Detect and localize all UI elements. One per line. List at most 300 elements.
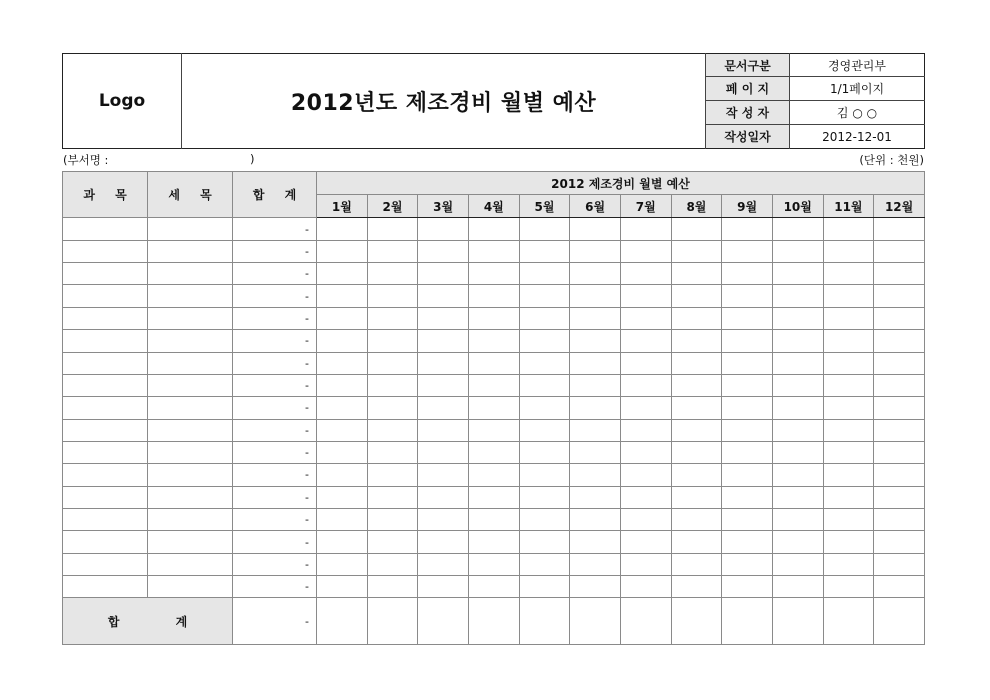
month-cell-1[interactable] bbox=[317, 441, 368, 463]
month-cell-8[interactable] bbox=[671, 263, 722, 285]
header-month-9: 9월 bbox=[722, 195, 773, 218]
month-cell-6[interactable] bbox=[570, 374, 621, 396]
month-cell-1[interactable] bbox=[317, 419, 368, 441]
month-cell-6[interactable] bbox=[570, 285, 621, 307]
month-cell-9[interactable] bbox=[722, 509, 773, 531]
month-cell-5[interactable] bbox=[519, 464, 570, 486]
month-cell-6[interactable] bbox=[570, 441, 621, 463]
month-cell-8[interactable] bbox=[671, 397, 722, 419]
footer-month-cell-11[interactable] bbox=[823, 598, 874, 645]
footer-month-cell-7[interactable] bbox=[620, 598, 671, 645]
month-cell-11[interactable] bbox=[823, 218, 874, 240]
month-cell-3[interactable] bbox=[418, 509, 469, 531]
month-cell-5[interactable] bbox=[519, 553, 570, 575]
subject-cell[interactable] bbox=[63, 240, 148, 262]
month-cell-3[interactable] bbox=[418, 307, 469, 329]
subject-cell[interactable] bbox=[63, 419, 148, 441]
month-cell-1[interactable] bbox=[317, 531, 368, 553]
month-cell-11[interactable] bbox=[823, 509, 874, 531]
month-cell-5[interactable] bbox=[519, 330, 570, 352]
month-cell-10[interactable] bbox=[772, 576, 823, 598]
month-cell-8[interactable] bbox=[671, 352, 722, 374]
month-cell-4[interactable] bbox=[468, 464, 519, 486]
month-cell-5[interactable] bbox=[519, 263, 570, 285]
month-cell-2[interactable] bbox=[367, 374, 418, 396]
month-cell-10[interactable] bbox=[772, 531, 823, 553]
month-cell-4[interactable] bbox=[468, 531, 519, 553]
month-cell-2[interactable] bbox=[367, 576, 418, 598]
month-cell-2[interactable] bbox=[367, 240, 418, 262]
header-group-title: 2012 제조경비 월별 예산 bbox=[317, 172, 925, 195]
subject-cell[interactable] bbox=[63, 531, 148, 553]
month-cell-10[interactable] bbox=[772, 352, 823, 374]
month-cell-8[interactable] bbox=[671, 531, 722, 553]
item-cell[interactable] bbox=[148, 464, 233, 486]
month-cell-12[interactable] bbox=[874, 419, 925, 441]
month-cell-9[interactable] bbox=[722, 419, 773, 441]
footer-total-label: 합 계 bbox=[63, 598, 233, 645]
month-cell-9[interactable] bbox=[722, 531, 773, 553]
month-cell-7[interactable] bbox=[620, 419, 671, 441]
subject-cell[interactable] bbox=[63, 509, 148, 531]
month-cell-2[interactable] bbox=[367, 531, 418, 553]
month-cell-9[interactable] bbox=[722, 330, 773, 352]
month-cell-10[interactable] bbox=[772, 263, 823, 285]
month-cell-2[interactable] bbox=[367, 486, 418, 508]
month-cell-11[interactable] bbox=[823, 240, 874, 262]
month-cell-2[interactable] bbox=[367, 441, 418, 463]
month-cell-1[interactable] bbox=[317, 330, 368, 352]
month-cell-6[interactable] bbox=[570, 307, 621, 329]
footer-month-cell-4[interactable] bbox=[468, 598, 519, 645]
month-cell-6[interactable] bbox=[570, 486, 621, 508]
subject-cell[interactable] bbox=[63, 285, 148, 307]
month-cell-5[interactable] bbox=[519, 441, 570, 463]
month-cell-8[interactable] bbox=[671, 509, 722, 531]
header-month-8: 8월 bbox=[671, 195, 722, 218]
month-cell-10[interactable] bbox=[772, 464, 823, 486]
month-cell-6[interactable] bbox=[570, 576, 621, 598]
month-cell-7[interactable] bbox=[620, 240, 671, 262]
month-cell-9[interactable] bbox=[722, 464, 773, 486]
meta-label-doc-type: 문서구분 bbox=[706, 54, 790, 77]
month-cell-11[interactable] bbox=[823, 307, 874, 329]
month-cell-10[interactable] bbox=[772, 374, 823, 396]
meta-label-page: 페 이 지 bbox=[706, 77, 790, 101]
month-cell-7[interactable] bbox=[620, 464, 671, 486]
item-cell[interactable] bbox=[148, 352, 233, 374]
month-cell-8[interactable] bbox=[671, 285, 722, 307]
month-cell-7[interactable] bbox=[620, 509, 671, 531]
month-cell-6[interactable] bbox=[570, 464, 621, 486]
month-cell-3[interactable] bbox=[418, 419, 469, 441]
month-cell-11[interactable] bbox=[823, 419, 874, 441]
month-cell-10[interactable] bbox=[772, 486, 823, 508]
month-cell-10[interactable] bbox=[772, 397, 823, 419]
month-cell-8[interactable] bbox=[671, 330, 722, 352]
month-cell-3[interactable] bbox=[418, 352, 469, 374]
header-month-12: 12월 bbox=[874, 195, 925, 218]
month-cell-9[interactable] bbox=[722, 486, 773, 508]
month-cell-6[interactable] bbox=[570, 352, 621, 374]
month-cell-4[interactable] bbox=[468, 509, 519, 531]
table-row bbox=[63, 509, 925, 531]
row-total-cell[interactable]: - bbox=[233, 240, 317, 262]
month-cell-6[interactable] bbox=[570, 553, 621, 575]
month-cell-3[interactable] bbox=[418, 218, 469, 240]
month-cell-6[interactable] bbox=[570, 330, 621, 352]
subject-cell[interactable] bbox=[63, 486, 148, 508]
header-month-7: 7월 bbox=[620, 195, 671, 218]
month-cell-5[interactable] bbox=[519, 486, 570, 508]
table-row bbox=[63, 285, 925, 307]
month-cell-6[interactable] bbox=[570, 531, 621, 553]
month-cell-8[interactable] bbox=[671, 307, 722, 329]
footer-month-cell-10[interactable] bbox=[772, 598, 823, 645]
subject-cell[interactable] bbox=[63, 330, 148, 352]
footer-month-cell-9[interactable] bbox=[722, 598, 773, 645]
month-cell-4[interactable] bbox=[468, 374, 519, 396]
month-cell-7[interactable] bbox=[620, 553, 671, 575]
header-month-6: 6월 bbox=[570, 195, 621, 218]
month-cell-8[interactable] bbox=[671, 553, 722, 575]
row-total-cell[interactable]: - bbox=[233, 486, 317, 508]
month-cell-6[interactable] bbox=[570, 419, 621, 441]
logo-cell bbox=[63, 54, 182, 149]
item-cell[interactable] bbox=[148, 374, 233, 396]
footer-month-cell-8[interactable] bbox=[671, 598, 722, 645]
month-cell-1[interactable] bbox=[317, 553, 368, 575]
month-cell-2[interactable] bbox=[367, 330, 418, 352]
month-cell-5[interactable] bbox=[519, 509, 570, 531]
footer-month-cell-2[interactable] bbox=[367, 598, 418, 645]
meta-value-doc-type: 경영관리부 bbox=[790, 54, 925, 77]
row-total-cell[interactable]: - bbox=[233, 285, 317, 307]
month-cell-4[interactable] bbox=[468, 307, 519, 329]
month-cell-12[interactable] bbox=[874, 330, 925, 352]
month-cell-7[interactable] bbox=[620, 576, 671, 598]
row-total-cell[interactable]: - bbox=[233, 509, 317, 531]
month-cell-4[interactable] bbox=[468, 419, 519, 441]
month-cell-8[interactable] bbox=[671, 240, 722, 262]
month-cell-11[interactable] bbox=[823, 374, 874, 396]
month-cell-1[interactable] bbox=[317, 240, 368, 262]
month-cell-10[interactable] bbox=[772, 553, 823, 575]
item-cell[interactable] bbox=[148, 285, 233, 307]
subject-cell[interactable] bbox=[63, 263, 148, 285]
month-cell-9[interactable] bbox=[722, 576, 773, 598]
month-cell-11[interactable] bbox=[823, 464, 874, 486]
month-cell-1[interactable] bbox=[317, 509, 368, 531]
month-cell-9[interactable] bbox=[722, 397, 773, 419]
month-cell-9[interactable] bbox=[722, 352, 773, 374]
month-cell-9[interactable] bbox=[722, 285, 773, 307]
table-row bbox=[63, 419, 925, 441]
month-cell-10[interactable] bbox=[772, 307, 823, 329]
month-cell-3[interactable] bbox=[418, 263, 469, 285]
month-cell-2[interactable] bbox=[367, 509, 418, 531]
row-total-cell[interactable]: - bbox=[233, 374, 317, 396]
month-cell-4[interactable] bbox=[468, 285, 519, 307]
month-cell-11[interactable] bbox=[823, 330, 874, 352]
month-cell-7[interactable] bbox=[620, 285, 671, 307]
month-cell-6[interactable] bbox=[570, 397, 621, 419]
row-total-cell[interactable]: - bbox=[233, 307, 317, 329]
month-cell-10[interactable] bbox=[772, 240, 823, 262]
month-cell-1[interactable] bbox=[317, 307, 368, 329]
month-cell-7[interactable] bbox=[620, 307, 671, 329]
month-cell-12[interactable] bbox=[874, 397, 925, 419]
month-cell-3[interactable] bbox=[418, 285, 469, 307]
month-cell-11[interactable] bbox=[823, 486, 874, 508]
subject-cell[interactable] bbox=[63, 307, 148, 329]
item-cell[interactable] bbox=[148, 218, 233, 240]
month-cell-1[interactable] bbox=[317, 263, 368, 285]
month-cell-7[interactable] bbox=[620, 374, 671, 396]
month-cell-5[interactable] bbox=[519, 419, 570, 441]
subject-cell[interactable] bbox=[63, 441, 148, 463]
month-cell-8[interactable] bbox=[671, 441, 722, 463]
month-cell-12[interactable] bbox=[874, 576, 925, 598]
item-cell[interactable] bbox=[148, 397, 233, 419]
department-label: (부서명 : bbox=[63, 153, 109, 167]
month-cell-11[interactable] bbox=[823, 397, 874, 419]
month-cell-10[interactable] bbox=[772, 285, 823, 307]
month-cell-10[interactable] bbox=[772, 419, 823, 441]
month-cell-5[interactable] bbox=[519, 352, 570, 374]
item-cell[interactable] bbox=[148, 553, 233, 575]
month-cell-3[interactable] bbox=[418, 441, 469, 463]
month-cell-2[interactable] bbox=[367, 263, 418, 285]
month-cell-3[interactable] bbox=[418, 553, 469, 575]
month-cell-10[interactable] bbox=[772, 509, 823, 531]
table-row bbox=[63, 531, 925, 553]
month-cell-12[interactable] bbox=[874, 352, 925, 374]
month-cell-1[interactable] bbox=[317, 576, 368, 598]
month-cell-4[interactable] bbox=[468, 263, 519, 285]
month-cell-10[interactable] bbox=[772, 330, 823, 352]
table-row bbox=[63, 263, 925, 285]
month-cell-5[interactable] bbox=[519, 531, 570, 553]
subject-cell[interactable] bbox=[63, 397, 148, 419]
month-cell-12[interactable] bbox=[874, 307, 925, 329]
row-total-cell[interactable]: - bbox=[233, 330, 317, 352]
month-cell-10[interactable] bbox=[772, 218, 823, 240]
month-cell-4[interactable] bbox=[468, 218, 519, 240]
month-cell-4[interactable] bbox=[468, 576, 519, 598]
meta-label-date: 작성일자 bbox=[706, 125, 790, 149]
month-cell-3[interactable] bbox=[418, 531, 469, 553]
month-cell-4[interactable] bbox=[468, 441, 519, 463]
item-cell[interactable] bbox=[148, 509, 233, 531]
month-cell-7[interactable] bbox=[620, 441, 671, 463]
month-cell-7[interactable] bbox=[620, 263, 671, 285]
month-cell-1[interactable] bbox=[317, 374, 368, 396]
row-total-cell[interactable]: - bbox=[233, 218, 317, 240]
month-cell-3[interactable] bbox=[418, 576, 469, 598]
item-cell[interactable] bbox=[148, 531, 233, 553]
item-cell[interactable] bbox=[148, 263, 233, 285]
month-cell-2[interactable] bbox=[367, 285, 418, 307]
month-cell-5[interactable] bbox=[519, 374, 570, 396]
item-cell[interactable] bbox=[148, 419, 233, 441]
month-cell-2[interactable] bbox=[367, 307, 418, 329]
table-row bbox=[63, 330, 925, 352]
table-row bbox=[63, 464, 925, 486]
row-total-cell[interactable]: - bbox=[233, 441, 317, 463]
month-cell-11[interactable] bbox=[823, 441, 874, 463]
month-cell-12[interactable] bbox=[874, 240, 925, 262]
month-cell-7[interactable] bbox=[620, 397, 671, 419]
footer-month-cell-5[interactable] bbox=[519, 598, 570, 645]
table-row bbox=[63, 240, 925, 262]
month-cell-1[interactable] bbox=[317, 397, 368, 419]
header-subject: 과 목 bbox=[63, 172, 148, 218]
page-title: 2012년도 제조경비 월별 예산 bbox=[290, 90, 597, 116]
month-cell-12[interactable] bbox=[874, 464, 925, 486]
footer-month-cell-12[interactable] bbox=[874, 598, 925, 645]
row-total-cell[interactable]: - bbox=[233, 397, 317, 419]
month-cell-1[interactable] bbox=[317, 464, 368, 486]
month-cell-8[interactable] bbox=[671, 374, 722, 396]
month-cell-12[interactable] bbox=[874, 263, 925, 285]
month-cell-5[interactable] bbox=[519, 240, 570, 262]
row-total-cell[interactable]: - bbox=[233, 553, 317, 575]
month-cell-11[interactable] bbox=[823, 352, 874, 374]
month-cell-9[interactable] bbox=[722, 263, 773, 285]
row-total-cell[interactable]: - bbox=[233, 464, 317, 486]
month-cell-9[interactable] bbox=[722, 218, 773, 240]
month-cell-10[interactable] bbox=[772, 441, 823, 463]
subject-cell[interactable] bbox=[63, 374, 148, 396]
month-cell-3[interactable] bbox=[418, 374, 469, 396]
month-cell-5[interactable] bbox=[519, 285, 570, 307]
month-cell-8[interactable] bbox=[671, 576, 722, 598]
month-cell-4[interactable] bbox=[468, 330, 519, 352]
meta-value-page: 1/1페이지 bbox=[790, 77, 925, 101]
month-cell-7[interactable] bbox=[620, 330, 671, 352]
month-cell-4[interactable] bbox=[468, 553, 519, 575]
subject-cell[interactable] bbox=[63, 576, 148, 598]
month-cell-7[interactable] bbox=[620, 531, 671, 553]
month-cell-1[interactable] bbox=[317, 352, 368, 374]
month-cell-7[interactable] bbox=[620, 486, 671, 508]
footer-month-cell-3[interactable] bbox=[418, 598, 469, 645]
month-cell-9[interactable] bbox=[722, 240, 773, 262]
month-cell-3[interactable] bbox=[418, 330, 469, 352]
month-cell-11[interactable] bbox=[823, 553, 874, 575]
month-cell-9[interactable] bbox=[722, 441, 773, 463]
item-cell[interactable] bbox=[148, 330, 233, 352]
month-cell-5[interactable] bbox=[519, 576, 570, 598]
month-cell-6[interactable] bbox=[570, 218, 621, 240]
subject-cell[interactable] bbox=[63, 464, 148, 486]
month-cell-3[interactable] bbox=[418, 464, 469, 486]
month-cell-12[interactable] bbox=[874, 218, 925, 240]
month-cell-4[interactable] bbox=[468, 486, 519, 508]
month-cell-12[interactable] bbox=[874, 531, 925, 553]
month-cell-5[interactable] bbox=[519, 218, 570, 240]
month-cell-3[interactable] bbox=[418, 240, 469, 262]
row-total-cell[interactable]: - bbox=[233, 576, 317, 598]
item-cell[interactable] bbox=[148, 307, 233, 329]
row-total-cell[interactable]: - bbox=[233, 263, 317, 285]
month-cell-2[interactable] bbox=[367, 397, 418, 419]
month-cell-11[interactable] bbox=[823, 285, 874, 307]
month-cell-4[interactable] bbox=[468, 240, 519, 262]
row-total-cell[interactable]: - bbox=[233, 352, 317, 374]
month-cell-6[interactable] bbox=[570, 509, 621, 531]
month-cell-2[interactable] bbox=[367, 218, 418, 240]
month-cell-5[interactable] bbox=[519, 307, 570, 329]
row-total-cell[interactable]: - bbox=[233, 419, 317, 441]
subject-cell[interactable] bbox=[63, 553, 148, 575]
table-row bbox=[63, 352, 925, 374]
header-item: 세 목 bbox=[148, 172, 233, 218]
month-cell-3[interactable] bbox=[418, 486, 469, 508]
month-cell-2[interactable] bbox=[367, 352, 418, 374]
month-cell-7[interactable] bbox=[620, 352, 671, 374]
month-cell-12[interactable] bbox=[874, 285, 925, 307]
month-cell-4[interactable] bbox=[468, 352, 519, 374]
footer-total-value: - bbox=[233, 598, 317, 645]
month-cell-12[interactable] bbox=[874, 441, 925, 463]
month-cell-2[interactable] bbox=[367, 419, 418, 441]
month-cell-9[interactable] bbox=[722, 307, 773, 329]
month-cell-11[interactable] bbox=[823, 263, 874, 285]
month-cell-11[interactable] bbox=[823, 531, 874, 553]
month-cell-3[interactable] bbox=[418, 397, 469, 419]
month-cell-12[interactable] bbox=[874, 509, 925, 531]
month-cell-4[interactable] bbox=[468, 397, 519, 419]
month-cell-6[interactable] bbox=[570, 263, 621, 285]
footer-month-cell-1[interactable] bbox=[317, 598, 368, 645]
title-cell bbox=[182, 54, 706, 149]
unit-label: (단위 : 천원) bbox=[859, 153, 924, 167]
item-cell[interactable] bbox=[148, 576, 233, 598]
month-cell-9[interactable] bbox=[722, 374, 773, 396]
month-cell-2[interactable] bbox=[367, 464, 418, 486]
month-cell-8[interactable] bbox=[671, 486, 722, 508]
row-total-cell[interactable]: - bbox=[233, 531, 317, 553]
document-header bbox=[62, 53, 925, 149]
month-cell-6[interactable] bbox=[570, 240, 621, 262]
item-cell[interactable] bbox=[148, 240, 233, 262]
footer-month-cell-6[interactable] bbox=[570, 598, 621, 645]
month-cell-8[interactable] bbox=[671, 419, 722, 441]
table-row bbox=[63, 441, 925, 463]
item-cell[interactable] bbox=[148, 441, 233, 463]
month-cell-12[interactable] bbox=[874, 486, 925, 508]
month-cell-12[interactable] bbox=[874, 553, 925, 575]
month-cell-8[interactable] bbox=[671, 218, 722, 240]
month-cell-1[interactable] bbox=[317, 285, 368, 307]
month-cell-7[interactable] bbox=[620, 218, 671, 240]
month-cell-11[interactable] bbox=[823, 576, 874, 598]
item-cell[interactable] bbox=[148, 486, 233, 508]
header-month-11: 11월 bbox=[823, 195, 874, 218]
month-cell-1[interactable] bbox=[317, 486, 368, 508]
month-cell-12[interactable] bbox=[874, 374, 925, 396]
subject-cell[interactable] bbox=[63, 352, 148, 374]
month-cell-5[interactable] bbox=[519, 397, 570, 419]
subject-cell[interactable] bbox=[63, 218, 148, 240]
month-cell-2[interactable] bbox=[367, 553, 418, 575]
month-cell-8[interactable] bbox=[671, 464, 722, 486]
month-cell-9[interactable] bbox=[722, 553, 773, 575]
month-cell-1[interactable] bbox=[317, 218, 368, 240]
table-row bbox=[63, 218, 925, 240]
